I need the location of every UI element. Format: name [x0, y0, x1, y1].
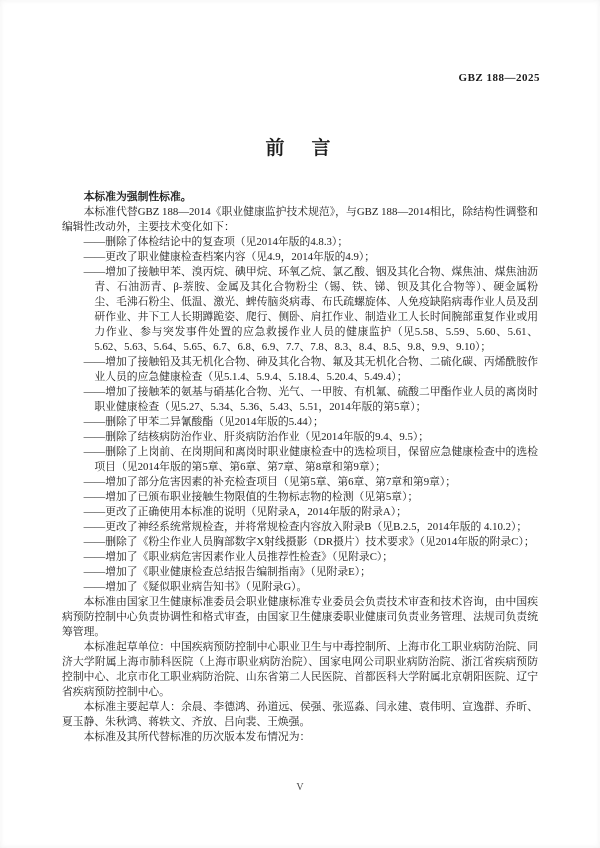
page-number: V [296, 782, 304, 793]
change-item: ——更改了职业健康检查档案内容（见4.9，2014年版的4.9）； [83, 251, 376, 263]
intro-paragraph: 本标准代替GBZ 188—2014《职业健康监护技术规范》，与GBZ 188—2014相比，除结构性调整和编辑性改动外，主要技术变化如下： [62, 206, 538, 233]
change-item: ——增加了接触苯的氨基与硝基化合物、光气、一甲胺、有机氟、硫酸二甲酯作业人员的离岗时职业健康检查（见5.27、5.34、5.36、5.43、5.51，2014年版的第5章）； [83, 386, 538, 413]
change-item: ——增加了接触铅及其无机化合物、砷及其化合物、氟及其无机化合物、二硫化碳、丙烯酰胺作业人员的应急健康检查（见5.1.4、5.9.4、5.18.4、5.20.4、5.49.4）； [83, 356, 538, 383]
change-item: ——增加了《职业病危害因素作业人员推荐性检查》（见附录C）； [83, 551, 394, 563]
change-item: ——删除了甲苯二异氰酸酯（见2014年版的5.44）； [83, 416, 324, 428]
change-item: ——删除了体检结论中的复查项（见2014年版的4.8.3）； [83, 236, 349, 248]
closing-paragraph: 本标准及其所代替标准的历次版本发布情况为： [83, 731, 311, 743]
change-item: ——增加了接触甲苯、溴丙烷、碘甲烷、环氧乙烷、氯乙酸、铟及其化合物、煤焦油、煤焦油沥青、石油沥青、β-萘胺、金属及其化合物粉尘（锡、铁、锑、钡及其化合物等）、硬金属粉尘、毛沸石粉尘、低温、激光、蜱传脑炎病毒、布氏疏螺旋体、人免疫缺陷病毒作业人员及刮研作业、井下工人长期蹲跪姿、爬行、侧卧、肩扛作业、制造业工人长时间腕部重复作业或用力作业、参与突发事件处置的应急救援作业人员的健康监护（见5.58、5.59、5.60、5.61、5.62、5.63、5.64、5.65、6.7、6.8、6.9、7.7、7.8、8.3、8.4、8.5、9.8、9.9、9.10）； [83, 266, 538, 353]
change-item: ——增加了部分危害因素的补充检查项目（见第5章、第6章、第7章和第9章）； [83, 476, 457, 488]
closing-paragraphs [62, 595, 538, 745]
change-item: ——删除了《粉尘作业人员胸部数字X射线摄影（DR摄片）技术要求》（见2014年版的附录C）； [83, 536, 535, 548]
closing-paragraph: 本标准由国家卫生健康标准委员会职业健康标准专业委员会负责技术审查和技术咨询，由中国疾病预防控制中心负责协调性和格式审查，由国家卫生健康委职业健康司负责业务管理、法规司负责统筹管理。 [62, 596, 538, 638]
doc-code: GBZ 188—2025 [458, 72, 540, 84]
change-item: ——更改了正确使用本标准的说明（见附录A，2014年版的附录A）； [83, 506, 407, 518]
change-item: ——增加了已颁布职业接触生物限值的生物标志物的检测（见第5章）； [83, 491, 419, 503]
change-item: ——更改了神经系统常规检查，并将常规检查内容放入附录B（见B.2.5，2014年版的 4.10.2）； [83, 521, 528, 533]
changes-list [62, 235, 538, 595]
foreword-body [62, 190, 538, 745]
mandatory-statement: 本标准为强制性标准。 [83, 191, 192, 203]
change-item: ——增加了《疑似职业病告知书》（见附录G）。 [83, 581, 308, 593]
page-title: 前 言 [265, 138, 335, 159]
change-item: ——删除了上岗前、在岗期间和离岗时职业健康检查中的选检项目，保留应急健康检查中的选检项目（见2014年版的第5章、第6章、第7章、第8章和第9章）； [83, 446, 538, 473]
change-item: ——增加了《职业健康检查总结报告编制指南》（见附录E）； [83, 566, 371, 578]
change-item: ——删除了结核病防治作业、肝炎病防治作业（见2014年版的9.4、9.5）； [83, 431, 430, 443]
closing-paragraph: 本标准起草单位：中国疾病预防控制中心职业卫生与中毒控制所、上海市化工职业病防治院、同济大学附属上海市肺科医院（上海市职业病防治院）、国家电网公司职业病防治院、浙江省疾病预防控制中心、北京市化工职业病防治院、山东省第二人民医院、首都医科大学附属北京朝阳医院、辽宁省疾病预防控制中心。 [62, 641, 538, 698]
closing-paragraph: 本标准主要起草人：余晨、李德鸿、孙道远、侯强、张巡淼、闫永建、袁伟明、宣逸群、乔昕、夏玉静、朱秋鸿、蒋轶文、齐放、吕向裴、王焕强。 [62, 701, 538, 728]
page-footer [0, 782, 600, 793]
